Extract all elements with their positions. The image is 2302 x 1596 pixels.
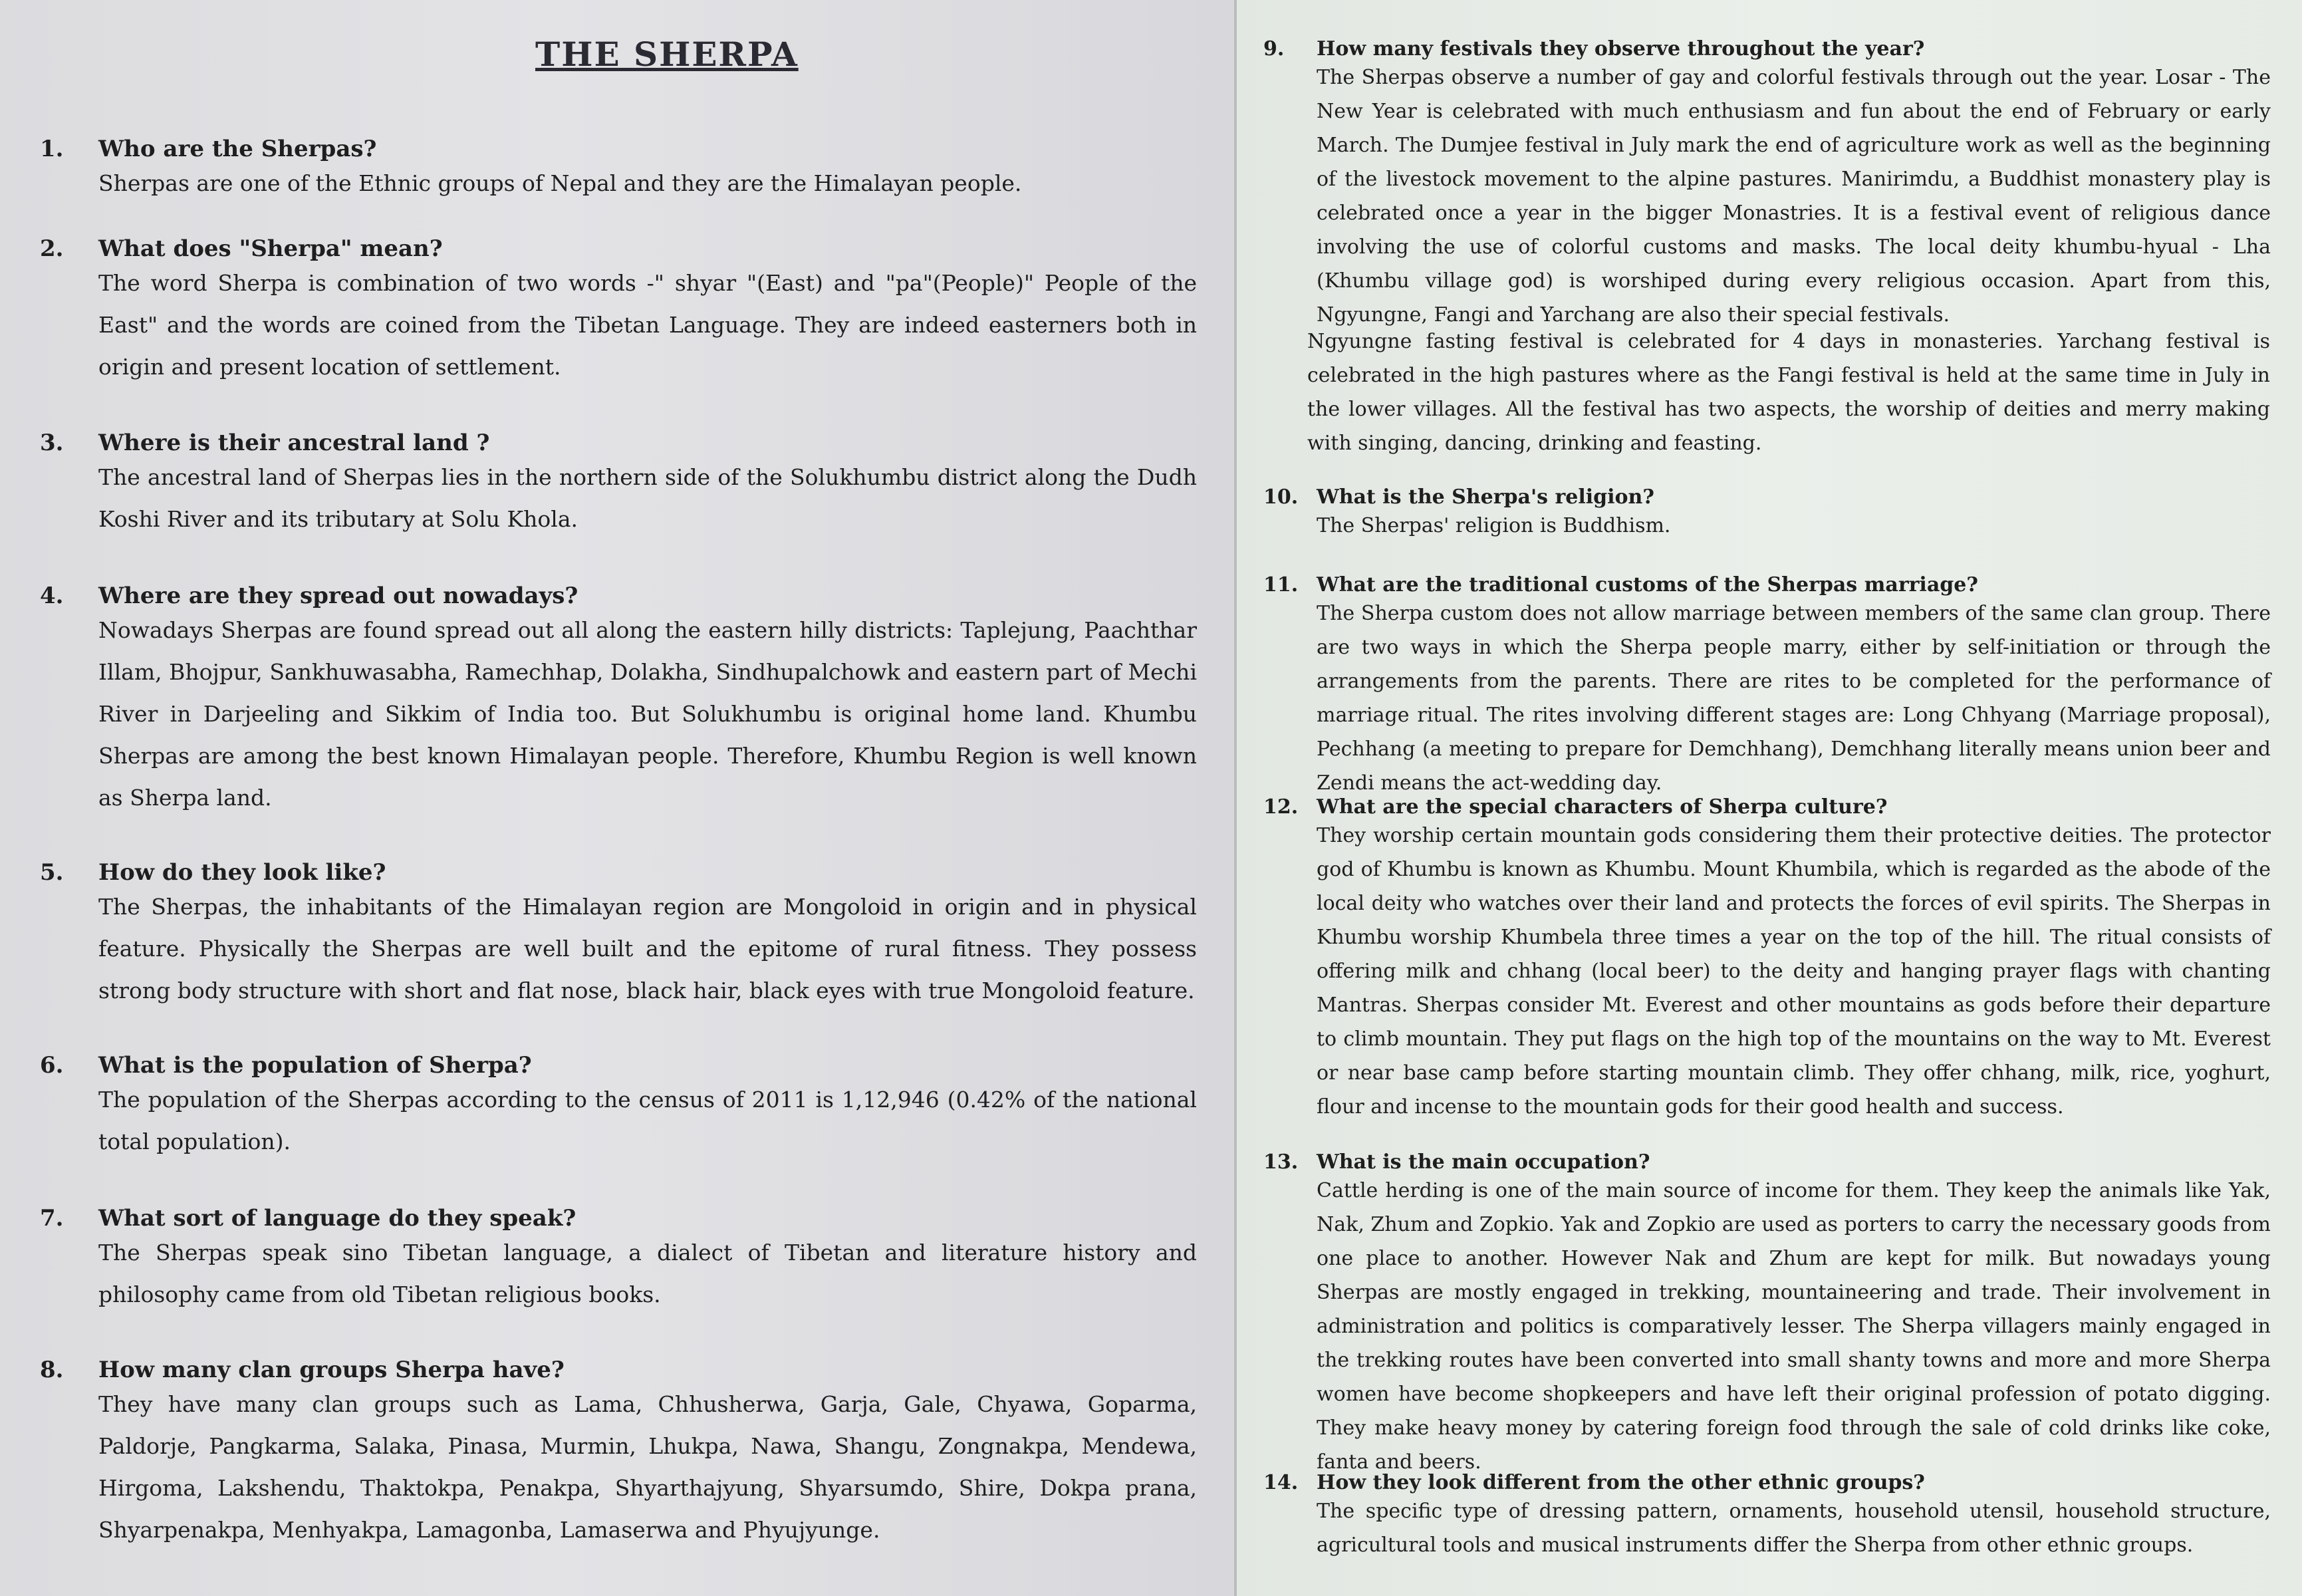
question-heading: Where are they spread out nowadays? <box>98 583 578 609</box>
answer-text: Sherpas are one of the Ethnic groups of Nepal and they are the Himalayan people. <box>98 170 1022 196</box>
question-4 <box>40 583 1197 819</box>
question-number: 3. <box>40 430 64 456</box>
question-number: 4. <box>40 583 64 609</box>
question-2 <box>40 235 1197 388</box>
question-10 <box>1263 485 2271 543</box>
question-13 <box>1263 1150 2271 1479</box>
question-number: 5. <box>40 859 64 886</box>
question-number: 11. <box>1263 573 1299 597</box>
answer-text: The word Sherpa is combination of two words -" shyar "(East) and "pa"(People)" People of the East" and the words are coined from the Tibetan Language. They are indeed easterners both in origin and present location of settlement. <box>98 270 1197 380</box>
question-1 <box>40 136 1197 204</box>
question-number: 8. <box>40 1357 64 1383</box>
question-9 <box>1263 37 2271 332</box>
page-title: THE SHERPA <box>535 35 799 74</box>
question-heading: What is the main occupation? <box>1317 1150 1650 1174</box>
answer-text: They have many clan groups such as Lama, Chhusherwa, Garja, Gale, Chyawa, Goparma, Paldorje, Pangkarma, Salaka, Pinasa, Murmin, Lhukpa, Nawa, Shangu, Zongnakpa, Mendewa, Hirgoma, Lakshendu, Thaktokpa, Penakpa, Shyarthajyung, Shyarsumdo, Shire, Dokpa prana, Shyarpenakpa, Menhyakpa, Lamagonba, Lamaserwa and Phyujyunge. <box>98 1391 1197 1543</box>
question-heading: How do they look like? <box>98 859 386 886</box>
answer-continuation: Ngyungne fasting festival is celebrated for 4 days in monasteries. Yarchang festival is celebrated in the high pastures where as the Fangi festival is held at the same time in July in the lower villages. All the festival has two aspects, the worship of deities and merry making with singing, dancing, drinking and feasting. <box>1307 330 2270 455</box>
question-7 <box>40 1205 1197 1315</box>
question-number: 6. <box>40 1052 64 1079</box>
question-11 <box>1263 573 2271 800</box>
answer-text: The Sherpa custom does not allow marriage between members of the same clan group. There are two ways in which the Sherpa people marry, either by self-initiation or through the arrangements from the parents. There are rites to be completed for the performance of marriage ritual. The rites involving different stages are: Long Chhyang (Marriage proposal), Pechhang (a meeting to prepare for Demchhang), Demchhang literally means union beer and Zendi means the act-wedding day. <box>1317 602 2271 795</box>
question-8 <box>40 1357 1197 1551</box>
question-heading: What does "Sherpa" mean? <box>98 235 443 262</box>
question-3 <box>40 430 1197 540</box>
question-6 <box>40 1052 1197 1162</box>
question-heading: What are the traditional customs of the Sherpas marriage? <box>1317 573 1978 597</box>
question-heading: How they look different from the other ethnic groups? <box>1317 1471 1925 1494</box>
answer-text: They worship certain mountain gods considering them their protective deities. The protector god of Khumbu is known as Khumbu. Mount Khumbila, which is regarded as the abode of the local deity who watches over their land and protects the forces of evil spirits. The Sherpas in Khumbu worship Khumbela three times a year on the top of the hill. The ritual consists of offering milk and chhang (local beer) to the deity and hanging prayer flags with chanting Mantras. Sherpas consider Mt. Everest and other mountains as gods before their departure to climb mountain. They put flags on the high top of the mountains on the way to Mt. Everest or near base camp before starting mountain climb. They offer chhang, milk, rice, yoghurt, flour and incense to the mountain gods for their good health and success. <box>1317 824 2271 1119</box>
question-heading: Who are the Sherpas? <box>98 136 377 162</box>
question-12 <box>1263 795 2271 1124</box>
question-number: 13. <box>1263 1150 1299 1174</box>
question-heading: What are the special characters of Sherpa culture? <box>1317 795 1888 819</box>
answer-text: The Sherpas speak sino Tibetan language, a dialect of Tibetan and literature history and philosophy came from old Tibetan religious books. <box>98 1240 1197 1307</box>
question-number: 14. <box>1263 1471 1299 1494</box>
question-heading: How many clan groups Sherpa have? <box>98 1357 565 1383</box>
question-heading: What sort of language do they speak? <box>98 1205 576 1232</box>
answer-text: The ancestral land of Sherpas lies in the northern side of the Solukhumbu district along the Dudh Koshi River and its tributary at Solu Khola. <box>98 464 1197 532</box>
question-5 <box>40 859 1197 1011</box>
answer-text: The Sherpas, the inhabitants of the Himalayan region are Mongoloid in origin and in physical feature. Physically the Sherpas are well built and the epitome of rural fitness. They possess strong body structure with short and flat nose, black hair, black eyes with true Mongoloid feature. <box>98 894 1197 1003</box>
question-number: 7. <box>40 1205 64 1232</box>
answer-text: Cattle herding is one of the main source of income for them. They keep the animals like Yak, Nak, Zhum and Zopkio. Yak and Zopkio are used as porters to carry the necessary goods from one place to another. However Nak and Zhum are kept for milk. But nowadays young Sherpas are mostly engaged in trekking, mountaineering and trade. Their involvement in administration and politics is comparatively lesser. The Sherpa villagers mainly engaged in the trekking routes have been converted into small shanty towns and more and more Sherpa women have become shopkeepers and have left their original profession of potato digging. They make heavy money by catering foreign food through the sale of cold drinks like coke, fanta and beers. <box>1317 1179 2271 1474</box>
question-number: 10. <box>1263 485 1299 509</box>
answer-text: Nowadays Sherpas are found spread out all along the eastern hilly districts: Taplejung, Paachthar Illam, Bhojpur, Sankhuwasabha, Ramechhap, Dolakha, Sindhupalchowk and eastern part of Mechi River in Darjeeling and Sikkim of India too. But Solukhumbu is original home land. Khumbu Sherpas are among the best known Himalayan people. Therefore, Khumbu Region is well known as Sherpa land. <box>98 617 1197 811</box>
question-number: 12. <box>1263 795 1299 819</box>
question-number: 1. <box>40 136 64 162</box>
question-heading: How many festivals they observe throughout the year? <box>1317 37 1925 61</box>
answer-text: The population of the Sherpas according to the census of 2011 is 1,12,946 (0.42% of the national total population). <box>98 1087 1197 1154</box>
answer-text: The Sherpas observe a number of gay and colorful festivals through out the year. Losar - The New Year is celebrated with much enthusiasm and fun about the end of February or early March. The Dumjee festival in July mark the end of agriculture work as well as the beginning of the livestock movement to the alpine pastures. Manirimdu, a Buddhist monastery play is celebrated once a year in the bigger Monastries. It is a festival event of religious dance involving the use of colorful customs and masks. The local deity khumbu-hyual - Lha (Khumbu village god) is worshiped during every religious occasion. Apart from this, Ngyungne, Fangi and Yarchang are also their special festivals. <box>1317 66 2271 327</box>
question-number: 9. <box>1263 37 1285 61</box>
question-number: 2. <box>40 235 64 262</box>
question-heading: What is the Sherpa's religion? <box>1317 485 1654 509</box>
answer-text: The Sherpas' religion is Buddhism. <box>1317 514 1671 537</box>
answer-text: The specific type of dressing pattern, ornaments, household utensil, household structure, agricultural tools and musical instruments differ the Sherpa from other ethnic groups. <box>1317 1500 2271 1557</box>
question-heading: Where is their ancestral land ? <box>98 430 490 456</box>
question-14 <box>1263 1471 2271 1562</box>
question-heading: What is the population of Sherpa? <box>98 1052 532 1079</box>
